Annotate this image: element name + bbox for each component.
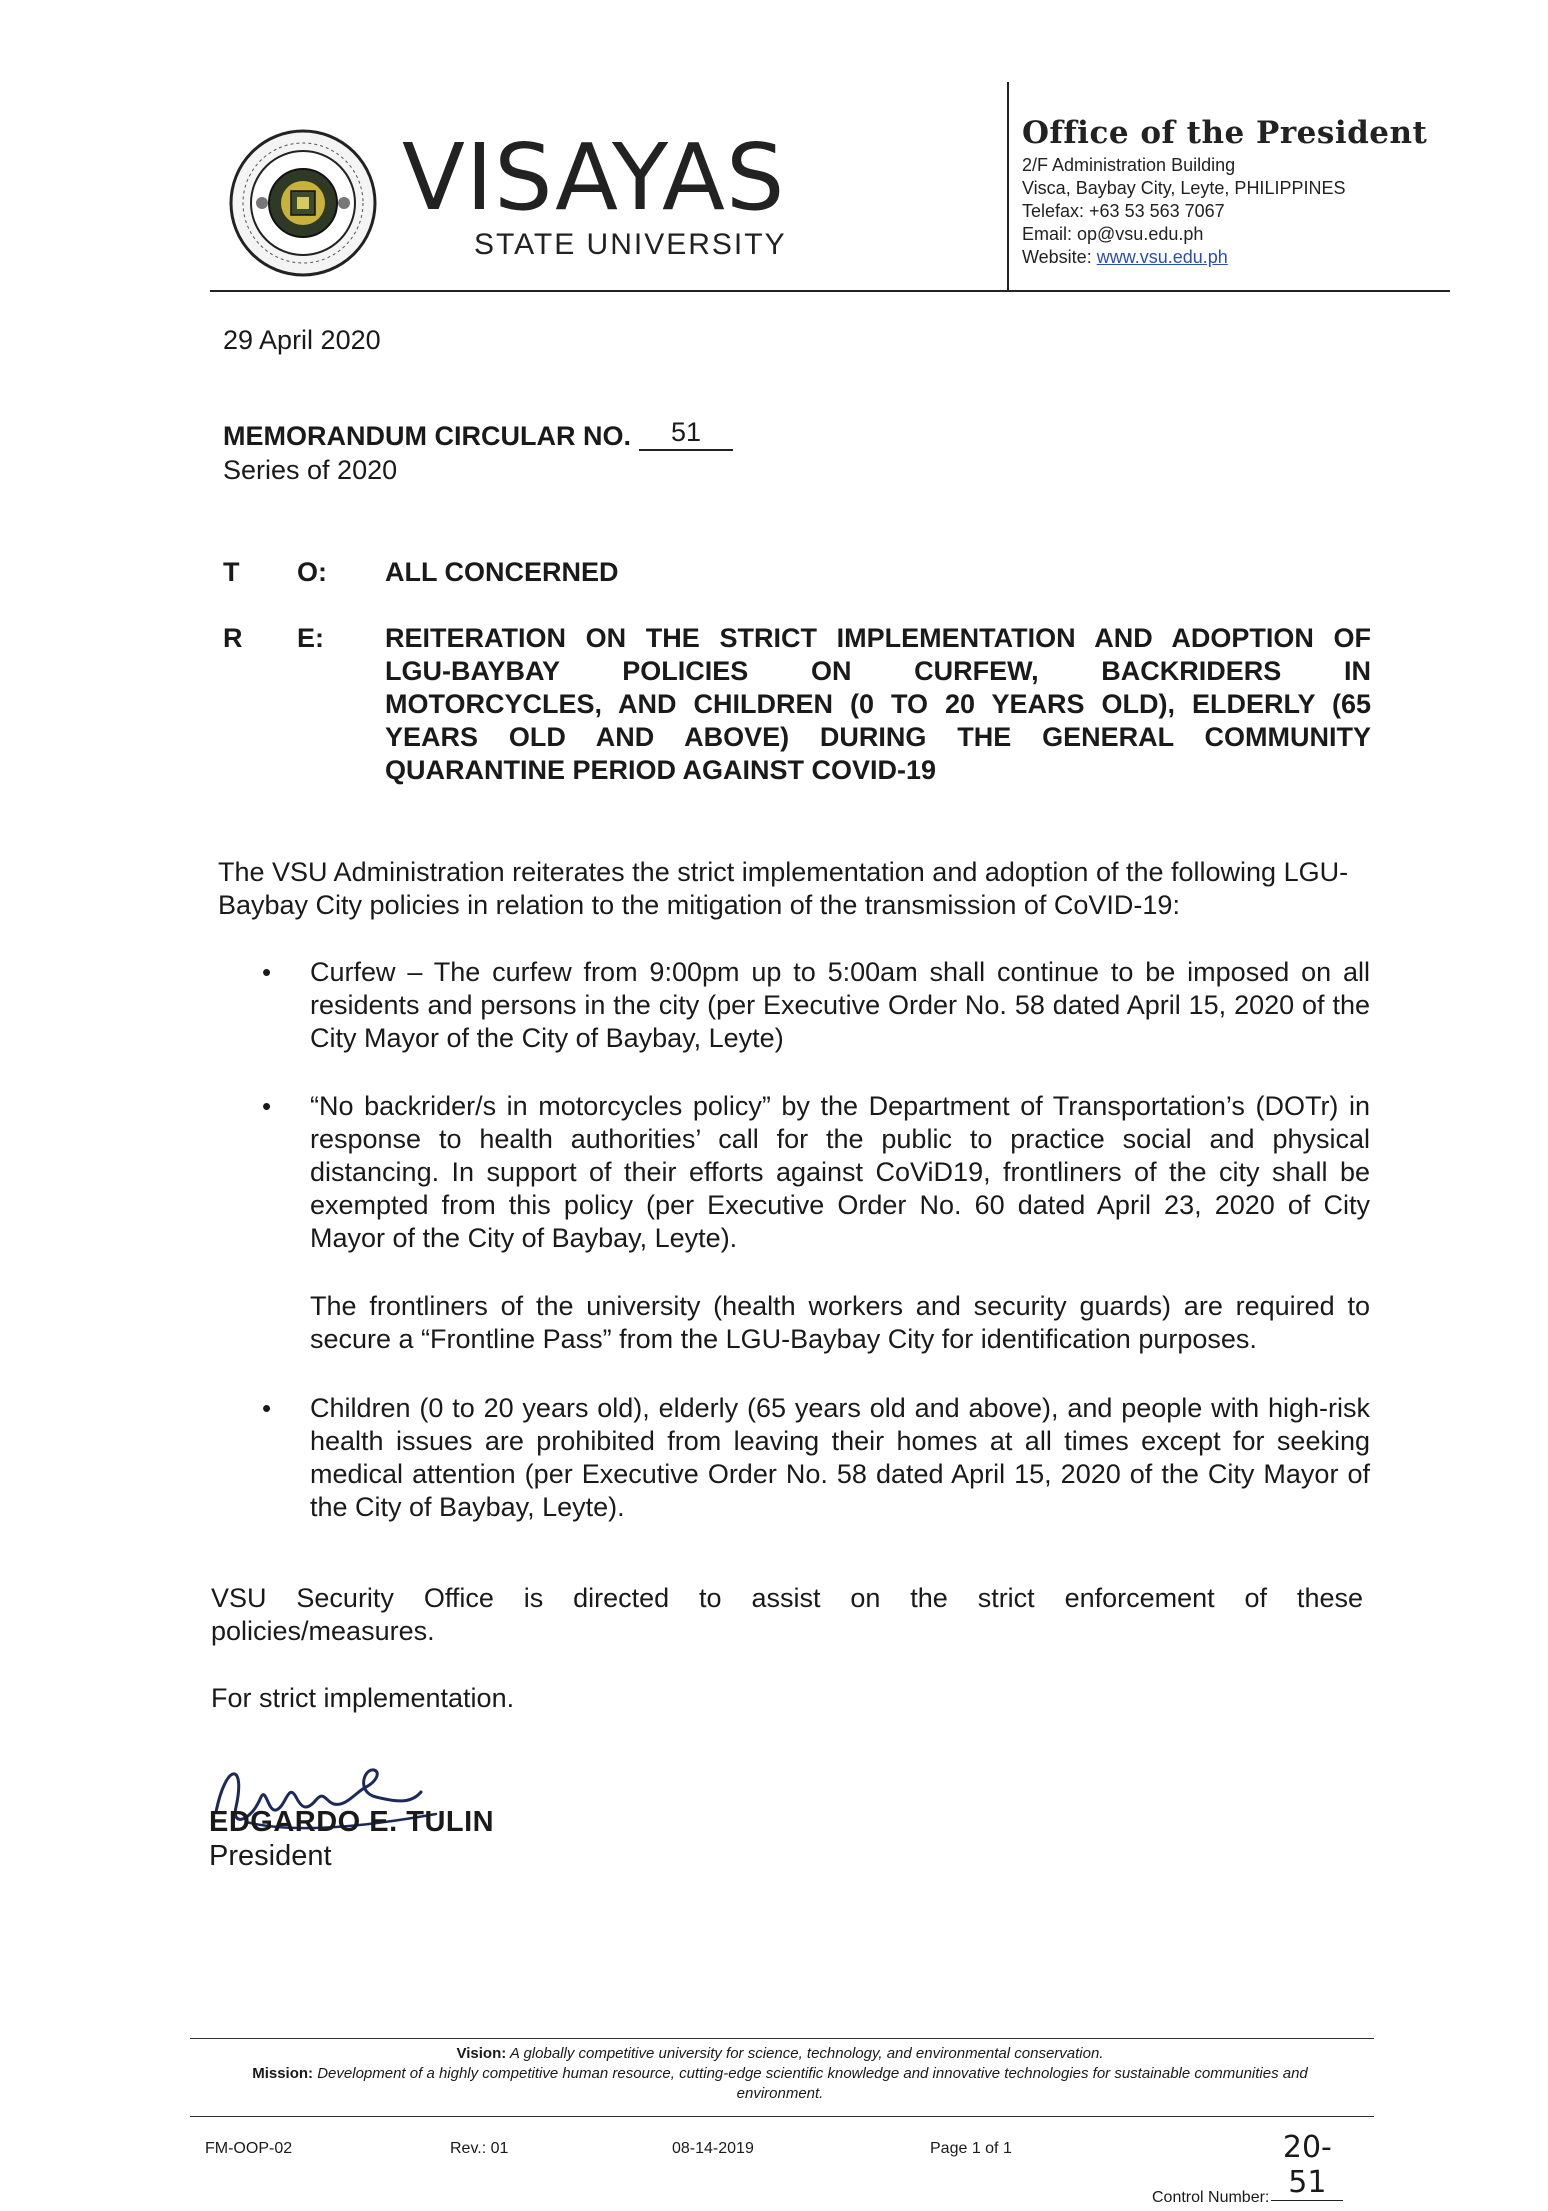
memo-date: 29 April 2020 [223,325,381,355]
header-horizontal-rule [210,290,1450,292]
bullet-marker: • [262,957,272,987]
bullet-marker: • [262,1091,272,1121]
control-number-label: Control Number: [1152,2189,1270,2206]
to-label-o: O: [297,557,327,587]
vision-statement [210,2044,1350,2064]
frontline-pass-paragraph: The frontliners of the university (health workers and security guards) are required to secure a “Frontline Pass” from the LGU-Baybay City for identification purposes. [310,1291,1370,1354]
website-link[interactable]: www.vsu.edu.ph [1096,247,1228,267]
wordmark-visayas: VISAYAS [402,124,786,231]
bullet-children-elderly: Children (0 to 20 years old), elderly (65 years old and above), and people with high-risk health issues are prohibited from leaving their homes at all times except for seeking medical attention (per Executive Order No. 58 dated April 15, 2020 of the City Mayor of the City of Baybay, Leyte). [310,1393,1370,1522]
office-contact-block [1022,114,1452,269]
bullet-marker: • [262,1393,272,1423]
security-line-1: VSU Security Office is directed to assist on the strict enforcement of these [211,1583,1363,1613]
office-title: Office of the President [1022,115,1428,151]
office-website [1022,246,1452,269]
signatory-title: President [209,1840,332,1872]
circular-label: MEMORANDUM CIRCULAR NO. [223,421,631,451]
vision-label: Vision: [456,2045,507,2062]
control-number-value: 20-51 [1271,2130,1343,2201]
office-address-line-2: Visca, Baybay City, Leyte, PHILIPPINES [1022,178,1346,198]
to-recipient: ALL CONCERNED [385,557,619,587]
vision-text: A globally competitive university for science, technology, and environmental conservation. [506,2045,1104,2062]
re-subject-line: MOTORCYCLES, AND CHILDREN (0 TO 20 YEARS OLD), ELDERLY (65 [385,689,1371,719]
bullet-curfew: Curfew – The curfew from 9:00pm up to 5:00am shall continue to be imposed on all residents and persons in the city (per Executive Order No. 58 dated April 15, 2020 of the City Mayor of the City of Baybay, Leyte) [310,957,1370,1053]
form-code: FM-OOP-02 [205,2140,293,2157]
re-subject-line: QUARANTINE PERIOD AGAINST COVID-19 [385,755,937,785]
bullet-no-backriders: “No backrider/s in motorcycles policy” by the Department of Transportation’s (DOTr) in response to health authorities’ call for the public to practice social and physical distancing. In support of their efforts against CoViD19, frontliners of the city shall be exempted from this policy (per Executive Order No. 60 dated April 23, 2020 of City Mayor of the City of Baybay, Leyte). [310,1091,1370,1253]
intro-paragraph: The VSU Administration reiterates the strict implementation and adoption of the following LGU-Baybay City policies in relation to the mitigation of the transmission of CoVID-19: [218,857,1349,920]
security-office-paragraph [211,1582,1363,1648]
memo-circular-heading [223,417,733,455]
mission-label: Mission: [252,2065,314,2082]
mission-text: Development of a highly competitive human resource, cutting-edge scientific knowledge and innovative technologies for sustainable communities and environment. [313,2065,1308,2102]
university-wordmark [402,124,787,262]
re-subject [385,622,1371,787]
closing-line: For strict implementation. [211,1683,515,1713]
university-seal-logo [228,128,378,278]
page-number: Page 1 of 1 [930,2140,1012,2157]
office-address-line-1: 2/F Administration Building [1022,155,1236,175]
security-line-2: policies/measures. [211,1616,435,1646]
footer-bottom-rule [190,2116,1374,2117]
header-vertical-divider [1007,82,1009,292]
wordmark-state-university: STATE UNIVERSITY [474,228,787,261]
re-subject-line: REITERATION ON THE STRICT IMPLEMENTATION AND ADOPTION OF [385,623,1371,653]
office-email: Email: op@vsu.edu.ph [1022,224,1204,244]
office-telefax: Telefax: +63 53 563 7067 [1022,201,1225,221]
to-label-t: T [223,557,240,587]
re-label-e: E: [297,623,324,653]
memo-series: Series of 2020 [223,455,398,485]
form-revision: Rev.: 01 [450,2140,509,2157]
vision-mission-block [210,2044,1350,2104]
re-subject-line: LGU-BAYBAY POLICIES ON CURFEW, BACKRIDERS IN [385,656,1371,686]
control-number-block [1152,2130,1343,2211]
circular-number: 51 [639,416,733,451]
re-subject-line: YEARS OLD AND ABOVE) DURING THE GENERAL COMMUNITY [385,722,1371,752]
signatory-name: EDGARDO E. TULIN [209,1806,495,1838]
website-label: Website: [1022,247,1097,267]
form-date: 08-14-2019 [672,2140,754,2157]
mission-statement [210,2064,1350,2104]
footer-top-rule [190,2038,1374,2039]
re-label-r: R [223,623,243,653]
